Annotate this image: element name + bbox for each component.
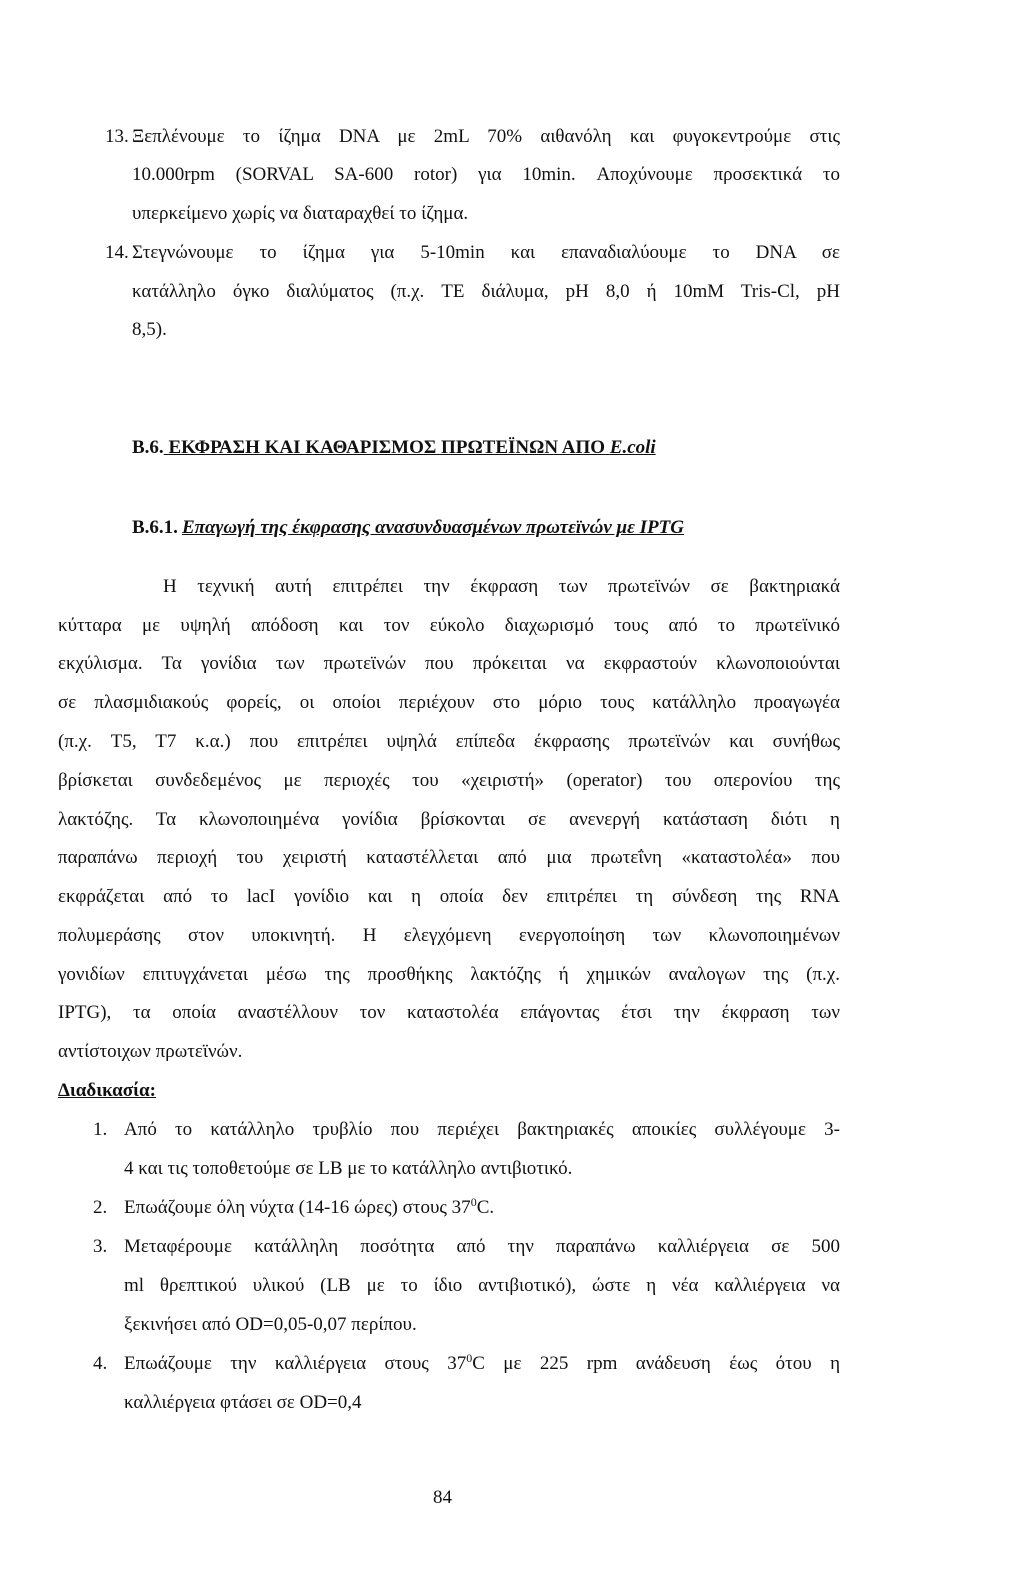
procedure-step-3-line-2: ml θρεπτικού υλικού (LB με το ίδιο αντιβιοτικό), ώστε η νέα καλλιέργεια να (124, 1275, 840, 1296)
procedure-step-4-number: 4. (93, 1353, 108, 1374)
step-13-number: 13. (105, 126, 129, 147)
procedure-step-2-number: 2. (93, 1197, 108, 1218)
step-14-line-1: Στεγνώνουμε το ίζημα για 5-10min και επαναδιαλύουμε το DNA σε (132, 242, 840, 263)
paragraph-line: σε πλασμιδιακούς φορείς, οι οποίοι περιέχουν στο μόριο τους κατάλληλο προαγωγέα (58, 692, 840, 713)
page-number: 84 (433, 1487, 452, 1508)
procedure-step-4-line-2: καλλιέργεια φτάσει σε OD=0,4 (124, 1392, 362, 1413)
paragraph-line: IPTG), τα οποία αναστέλλουν τον καταστολέα επάγοντας έτσι την έκφραση των (58, 1002, 840, 1023)
paragraph-line: παραπάνω περιοχή του χειριστή καταστέλλεται από μια πρωτεΐνη «καταστολέα» που (58, 847, 840, 868)
paragraph-line: αντίστοιχων πρωτεϊνών. (58, 1041, 243, 1062)
paragraph-line: κύτταρα με υψηλή απόδοση και τον εύκολο διαχωρισμό τους από το πρωτεϊνικό (58, 615, 840, 636)
paragraph-line: βρίσκεται συνδεδεμένος με περιοχές του «χειριστή» (operator) του οπερονίου της (58, 770, 840, 791)
procedure-step-3-line-1: Μεταφέρουμε κατάλληλη ποσότητα από την παραπάνω καλλιέργεια σε 500 (124, 1236, 840, 1257)
procedure-step-3-line-3: ξεκινήσει από OD=0,05-0,07 περίπου. (124, 1314, 417, 1335)
procedure-step-1-line-1: Από το κατάλληλο τρυβλίο που περιέχει βακτηριακές αποικίες συλλέγουμε 3- (124, 1119, 840, 1140)
procedure-heading: Διαδικασία: (58, 1080, 156, 1101)
section-title: ΕΚΦΡΑΣΗ ΚΑΙ ΚΑΘΑΡΙΣΜΟΣ ΠΡΩΤΕΪΝΩΝ ΑΠΟ E.coli (168, 437, 656, 458)
step-13-line-2: 10.000rpm (SORVAL SA-600 rotor) για 10min. Αποχύνουμε προσεκτικά το (132, 164, 840, 185)
procedure-step-2-line-1: Επωάζουμε όλη νύχτα (14-16 ώρες) στους $37^0C$. (124, 1195, 495, 1218)
paragraph-line: εκφράζεται από το lacI γονίδιο και η οποία δεν επιτρέπει τη σύνδεση της RNA (58, 886, 840, 907)
superscript: 0 (470, 1195, 477, 1209)
section-number: B.6. (132, 437, 164, 458)
step-13-line-3: υπερκείμενο χωρίς να διαταραχθεί το ίζημα. (132, 203, 469, 224)
step-14-number: 14. (105, 242, 129, 263)
procedure-step-1-line-2: 4 και τις τοποθετούμε σε LB με το κατάλληλο αντιβιοτικό. (124, 1158, 573, 1179)
paragraph-line: πολυμεράσης στον υποκινητή. Η ελεγχόμενη ενεργοποίηση των κλωνοποιημένων (58, 925, 840, 946)
procedure-step-1-number: 1. (93, 1119, 108, 1140)
procedure-step-3-number: 3. (93, 1236, 108, 1257)
subsection-number: B.6.1. (132, 517, 178, 538)
step-14-line-2: κατάλληλο όγκο διαλύματος (π.χ. TE διάλυμα, pH 8,0 ή 10mM Tris-Cl, pH (132, 281, 840, 302)
subsection-title: Επαγωγή της έκφρασης ανασυνδυασμένων πρωτεϊνών με IPTG (181, 517, 684, 538)
section-heading (132, 438, 656, 457)
paragraph-line: εκχύλισμα. Τα γονίδια των πρωτεϊνών που πρόκειται να εκφραστούν κλωνοποιούνται (58, 653, 840, 674)
paragraph-line: γονιδίων επιτυγχάνεται μέσω της προσθήκης λακτόζης ή χημικών αναλογων της (π.χ. (58, 964, 840, 985)
superscript: 0 (466, 1351, 473, 1365)
subsection-heading (132, 518, 684, 537)
section-organism: E.coli (609, 437, 656, 458)
paragraph-line: λακτόζης. Τα κλωνοποιημένα γονίδια βρίσκονται σε ανενεργή κατάσταση διότι η (58, 809, 840, 830)
step-13-line-1: Ξεπλένουμε το ίζημα DNA με 2mL 70% αιθανόλη και φυγοκεντρούμε στις (132, 126, 840, 147)
paragraph-line: Η τεχνική αυτή επιτρέπει την έκφραση των πρωτεϊνών σε βακτηριακά (163, 576, 840, 597)
step-14-line-3: 8,5). (132, 319, 167, 340)
procedure-step-4-line-1: Επωάζουμε την καλλιέργεια στους $37^0C$ με 225 rpm ανάδευση έως ότου η (124, 1351, 841, 1374)
paragraph-line: (π.χ. T5, T7 κ.α.) που επιτρέπει υψηλά επίπεδα έκφρασης πρωτεϊνών και συνήθως (58, 731, 840, 752)
